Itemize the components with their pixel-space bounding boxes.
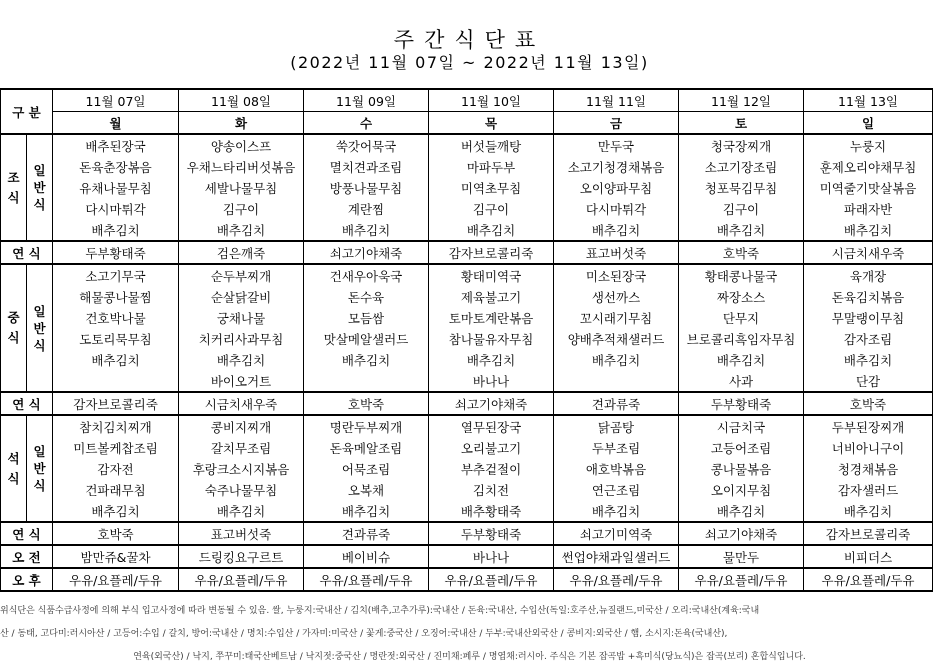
lunch-row: [1, 328, 933, 349]
menu-item: 두부조림: [554, 437, 679, 458]
menu-item: 물만두: [679, 545, 804, 568]
menu-item: 김치전: [429, 479, 554, 500]
menu-item: 훈제오리야채무침: [804, 156, 933, 177]
menu-item: 오이양파무침: [554, 177, 679, 198]
menu-item: 오복채: [304, 479, 429, 500]
menu-item: 누룽지: [804, 134, 933, 156]
menu-item: 배추김치: [554, 500, 679, 522]
menu-item: 배추김치: [679, 500, 804, 522]
menu-item: 치커리사과무침: [179, 328, 304, 349]
note-line: 위식단은 식품수급사정에 의해 부식 입고사정에 따라 변동될 수 있음. 쌀, 누룽지:국내산 / 김치(배추,고추가루):국내산 / 돈육:국내산, 수입산(독일:호주산,뉴질랜드,미국산 / 오리:국내산(계육:국내: [0, 606, 760, 616]
snack-am-row: [1, 545, 933, 568]
date-cell: 11월 10일: [429, 89, 554, 112]
menu-item: 배추김치: [179, 219, 304, 241]
menu-item: 건새우아욱국: [304, 264, 429, 286]
menu-item: 콩비지찌개: [179, 415, 304, 437]
menu-item: 배추김치: [804, 500, 933, 522]
menu-item: 청경채볶음: [804, 458, 933, 479]
menu-item: 배추김치: [304, 349, 429, 370]
menu-item: 오이지무침: [679, 479, 804, 500]
header-date-row: [1, 89, 933, 112]
header-day-row: [1, 112, 933, 135]
menu-item: 검은깨죽: [179, 241, 304, 264]
menu-item: 드링킹요구르트: [179, 545, 304, 568]
breakfast-label: 조 식: [1, 134, 27, 241]
date-cell: 11월 11일: [554, 89, 679, 112]
menu-item: 육개장: [804, 264, 933, 286]
day-cell: 월: [53, 112, 179, 135]
menu-item: 미트볼케찹조림: [53, 437, 179, 458]
breakfast-row: [1, 134, 933, 156]
menu-item: 소고기청경채볶음: [554, 156, 679, 177]
menu-item: 파래자반: [804, 198, 933, 219]
menu-item: 김구이: [429, 198, 554, 219]
menu-item: 바나나: [429, 545, 554, 568]
menu-item: 배추김치: [804, 349, 933, 370]
menu-item: 호박죽: [679, 241, 804, 264]
menu-item: 청포묵김무침: [679, 177, 804, 198]
snack-pm-row: [1, 568, 933, 591]
breakfast-row: [1, 177, 933, 198]
menu-item: 배추김치: [53, 219, 179, 241]
breakfast-sub-label: 일 반 식: [27, 134, 53, 241]
menu-item: 감자조림: [804, 328, 933, 349]
menu-item: 후랑크소시지볶음: [179, 458, 304, 479]
menu-item: 버섯들깨탕: [429, 134, 554, 156]
menu-item: 세발나물무침: [179, 177, 304, 198]
menu-item: 콩나물볶음: [679, 458, 804, 479]
lunch-row: [1, 286, 933, 307]
menu-item: 비피더스: [804, 545, 933, 568]
menu-item: 생선까스: [554, 286, 679, 307]
menu-item: 배추된장국: [53, 134, 179, 156]
menu-item: 무말랭이무침: [804, 307, 933, 328]
menu-item: 모듬쌈: [304, 307, 429, 328]
menu-item: 배추김치: [679, 219, 804, 241]
snack-pm-label: 오 후: [1, 568, 53, 591]
dinner-row: [1, 500, 933, 522]
porridge-1-label: 연 식: [1, 241, 53, 264]
date-range: (2022년 11월 07일 ~ 2022년 11월 13일): [290, 53, 649, 72]
menu-item: 토마토계란볶음: [429, 307, 554, 328]
menu-item: 썬업야채과일샐러드: [554, 545, 679, 568]
menu-item: 유채나물무침: [53, 177, 179, 198]
menu-item: 배추김치: [679, 349, 804, 370]
menu-item: 어묵조림: [304, 458, 429, 479]
menu-item: 감자전: [53, 458, 179, 479]
menu-item: 베이비슈: [304, 545, 429, 568]
menu-item: 우유/요플레/두유: [554, 568, 679, 591]
menu-item: 닭곰탕: [554, 415, 679, 437]
menu-item: 배추김치: [53, 349, 179, 370]
menu-item: 우유/요플레/두유: [804, 568, 933, 591]
menu-item: 청국장찌개: [679, 134, 804, 156]
menu-item: 쇠고기미역죽: [554, 522, 679, 545]
menu-item: 김구이: [179, 198, 304, 219]
day-cell: 일: [804, 112, 933, 135]
day-cell: 토: [679, 112, 804, 135]
menu-item: 쇠고기야채죽: [679, 522, 804, 545]
menu-item: [554, 370, 679, 392]
menu-item: 쇠고기야채죽: [429, 392, 554, 415]
menu-item: 소고기무국: [53, 264, 179, 286]
menu-item: 제육불고기: [429, 286, 554, 307]
menu-item: 배추김치: [554, 349, 679, 370]
lunch-row: [1, 370, 933, 392]
menu-item: 배추김치: [304, 500, 429, 522]
menu-item: 두부황태죽: [679, 392, 804, 415]
date-cell: 11월 07일: [53, 89, 179, 112]
breakfast-row: [1, 198, 933, 219]
menu-item: 호박죽: [53, 522, 179, 545]
dinner-row: [1, 415, 933, 437]
menu-item: 배추김치: [429, 219, 554, 241]
day-cell: 목: [429, 112, 554, 135]
menu-item: 짜장소스: [679, 286, 804, 307]
menu-item: 시금치국: [679, 415, 804, 437]
menu-item: 브로콜리흑임자무침: [679, 328, 804, 349]
dinner-row: [1, 437, 933, 458]
menu-item: 두부황태죽: [429, 522, 554, 545]
menu-item: 배추김치: [554, 219, 679, 241]
menu-item: 참치김치찌개: [53, 415, 179, 437]
menu-item: 시금치새우죽: [179, 392, 304, 415]
menu-item: 감자브로콜리죽: [804, 522, 933, 545]
menu-item: 미소된장국: [554, 264, 679, 286]
dinner-sub-label: 일 반 식: [27, 415, 53, 522]
dinner-row: [1, 479, 933, 500]
menu-item: 양송이스프: [179, 134, 304, 156]
menu-item: 갈치무조림: [179, 437, 304, 458]
menu-item: 너비아니구이: [804, 437, 933, 458]
menu-item: 돈육김치볶음: [804, 286, 933, 307]
lunch-row: [1, 307, 933, 328]
menu-item: 사과: [679, 370, 804, 392]
lunch-row: [1, 264, 933, 286]
day-cell: 금: [554, 112, 679, 135]
notes-footer: [0, 600, 939, 669]
menu-item: [304, 370, 429, 392]
menu-item: 배추김치: [304, 219, 429, 241]
menu-item: 단무지: [679, 307, 804, 328]
menu-item: 두부황태죽: [53, 241, 179, 264]
menu-item: 감자샐러드: [804, 479, 933, 500]
menu-item: 우유/요플레/두유: [304, 568, 429, 591]
note-line: 산 / 동태, 고다미:러시아산 / 고등어:수입 / 갈치, 방어:국내산 / 명치:수입산 / 가자미:미국산 / 꽃게:중국산 / 오징어:국내산 / 두부:국내산외국산 / 콩비지:외국산 / 햄, 소시지:돈육(국내산),: [0, 629, 728, 639]
porridge-3-row: [1, 522, 933, 545]
menu-item: 우유/요플레/두유: [679, 568, 804, 591]
menu-item: 배추김치: [429, 349, 554, 370]
menu-item: 궁채나물: [179, 307, 304, 328]
menu-item: 건파래무침: [53, 479, 179, 500]
menu-item: 바이오거트: [179, 370, 304, 392]
menu-item: 견과류죽: [304, 522, 429, 545]
menu-item: 단감: [804, 370, 933, 392]
gubun-label: 구 분: [1, 89, 53, 134]
weekly-menu-table: [0, 88, 933, 592]
lunch-row: [1, 349, 933, 370]
menu-item: 감자브로콜리죽: [429, 241, 554, 264]
menu-item: 황태미역국: [429, 264, 554, 286]
menu-item: 미역초무침: [429, 177, 554, 198]
menu-item: 호박죽: [804, 392, 933, 415]
porridge-3-label: 연 식: [1, 522, 53, 545]
day-cell: 화: [179, 112, 304, 135]
menu-item: 도토리묵무침: [53, 328, 179, 349]
lunch-sub-label: 일 반 식: [27, 264, 53, 392]
menu-item: 돈육메알조림: [304, 437, 429, 458]
dinner-row: [1, 458, 933, 479]
menu-item: 마파두부: [429, 156, 554, 177]
note-line: 연육(외국산) / 낙지, 쭈꾸미:태국산베트남 / 낙지젓:중국산 / 명란젓:외국산 / 진미채:페루 / 명엽채:러시아. 주식은 기본 잡곡밥 +흑미식(당뇨식)은 잡곡(보리) 혼합식입니다.: [133, 652, 806, 662]
date-cell: 11월 13일: [804, 89, 933, 112]
menu-item: 쇠고기야채죽: [304, 241, 429, 264]
menu-item: 시금치새우죽: [804, 241, 933, 264]
day-cell: 수: [304, 112, 429, 135]
porridge-2-row: [1, 392, 933, 415]
menu-item: 해물콩나물찜: [53, 286, 179, 307]
menu-item: 고등어조림: [679, 437, 804, 458]
menu-item: 우유/요플레/두유: [53, 568, 179, 591]
menu-item: 열무된장국: [429, 415, 554, 437]
menu-item: 계란찜: [304, 198, 429, 219]
breakfast-row: [1, 219, 933, 241]
lunch-label: 중 식: [1, 264, 27, 392]
snack-am-label: 오 전: [1, 545, 53, 568]
menu-item: 표고버섯죽: [179, 522, 304, 545]
menu-item: 쑥갓어묵국: [304, 134, 429, 156]
menu-item: 김구이: [679, 198, 804, 219]
menu-item: 참나물유자무침: [429, 328, 554, 349]
date-cell: 11월 09일: [304, 89, 429, 112]
menu-item: 숙주나물무침: [179, 479, 304, 500]
porridge-1-row: [1, 241, 933, 264]
menu-item: 돈육춘장볶음: [53, 156, 179, 177]
menu-item: 표고버섯죽: [554, 241, 679, 264]
page-title: 주간식단표: [393, 28, 546, 52]
menu-item: 순두부찌개: [179, 264, 304, 286]
menu-item: 배추김치: [179, 349, 304, 370]
menu-item: 꼬시래기무침: [554, 307, 679, 328]
menu-item: 연근조림: [554, 479, 679, 500]
menu-item: 두부된장찌개: [804, 415, 933, 437]
menu-item: 배추김치: [179, 500, 304, 522]
menu-item: 양배추적채샐러드: [554, 328, 679, 349]
date-cell: 11월 08일: [179, 89, 304, 112]
menu-item: 황태콩나물국: [679, 264, 804, 286]
menu-item: 미역줄기맛살볶음: [804, 177, 933, 198]
menu-item: 순살닭갈비: [179, 286, 304, 307]
dinner-label: 석 식: [1, 415, 27, 522]
menu-item: 명란두부찌개: [304, 415, 429, 437]
menu-item: 만두국: [554, 134, 679, 156]
menu-item: 건호박나물: [53, 307, 179, 328]
menu-item: 우채느타리버섯볶음: [179, 156, 304, 177]
menu-item: 오리불고기: [429, 437, 554, 458]
menu-item: 우유/요플레/두유: [179, 568, 304, 591]
menu-item: 바나나: [429, 370, 554, 392]
menu-item: 밤만쥬&꿀차: [53, 545, 179, 568]
menu-item: 감자브로콜리죽: [53, 392, 179, 415]
menu-item: 배추황태죽: [429, 500, 554, 522]
menu-item: 다시마튀각: [554, 198, 679, 219]
menu-item: 견과류죽: [554, 392, 679, 415]
menu-item: 돈수육: [304, 286, 429, 307]
menu-item: 맛살메알샐러드: [304, 328, 429, 349]
date-cell: 11월 12일: [679, 89, 804, 112]
menu-item: 애호박볶음: [554, 458, 679, 479]
menu-item: 다시마튀각: [53, 198, 179, 219]
menu-item: 방풍나물무침: [304, 177, 429, 198]
breakfast-row: [1, 156, 933, 177]
menu-item: 멸치견과조림: [304, 156, 429, 177]
menu-item: 배추김치: [804, 219, 933, 241]
menu-item: [53, 370, 179, 392]
menu-item: 호박죽: [304, 392, 429, 415]
menu-item: 부추겉절이: [429, 458, 554, 479]
porridge-2-label: 연 식: [1, 392, 53, 415]
menu-item: 배추김치: [53, 500, 179, 522]
menu-item: 소고기장조림: [679, 156, 804, 177]
menu-item: 우유/요플레/두유: [429, 568, 554, 591]
